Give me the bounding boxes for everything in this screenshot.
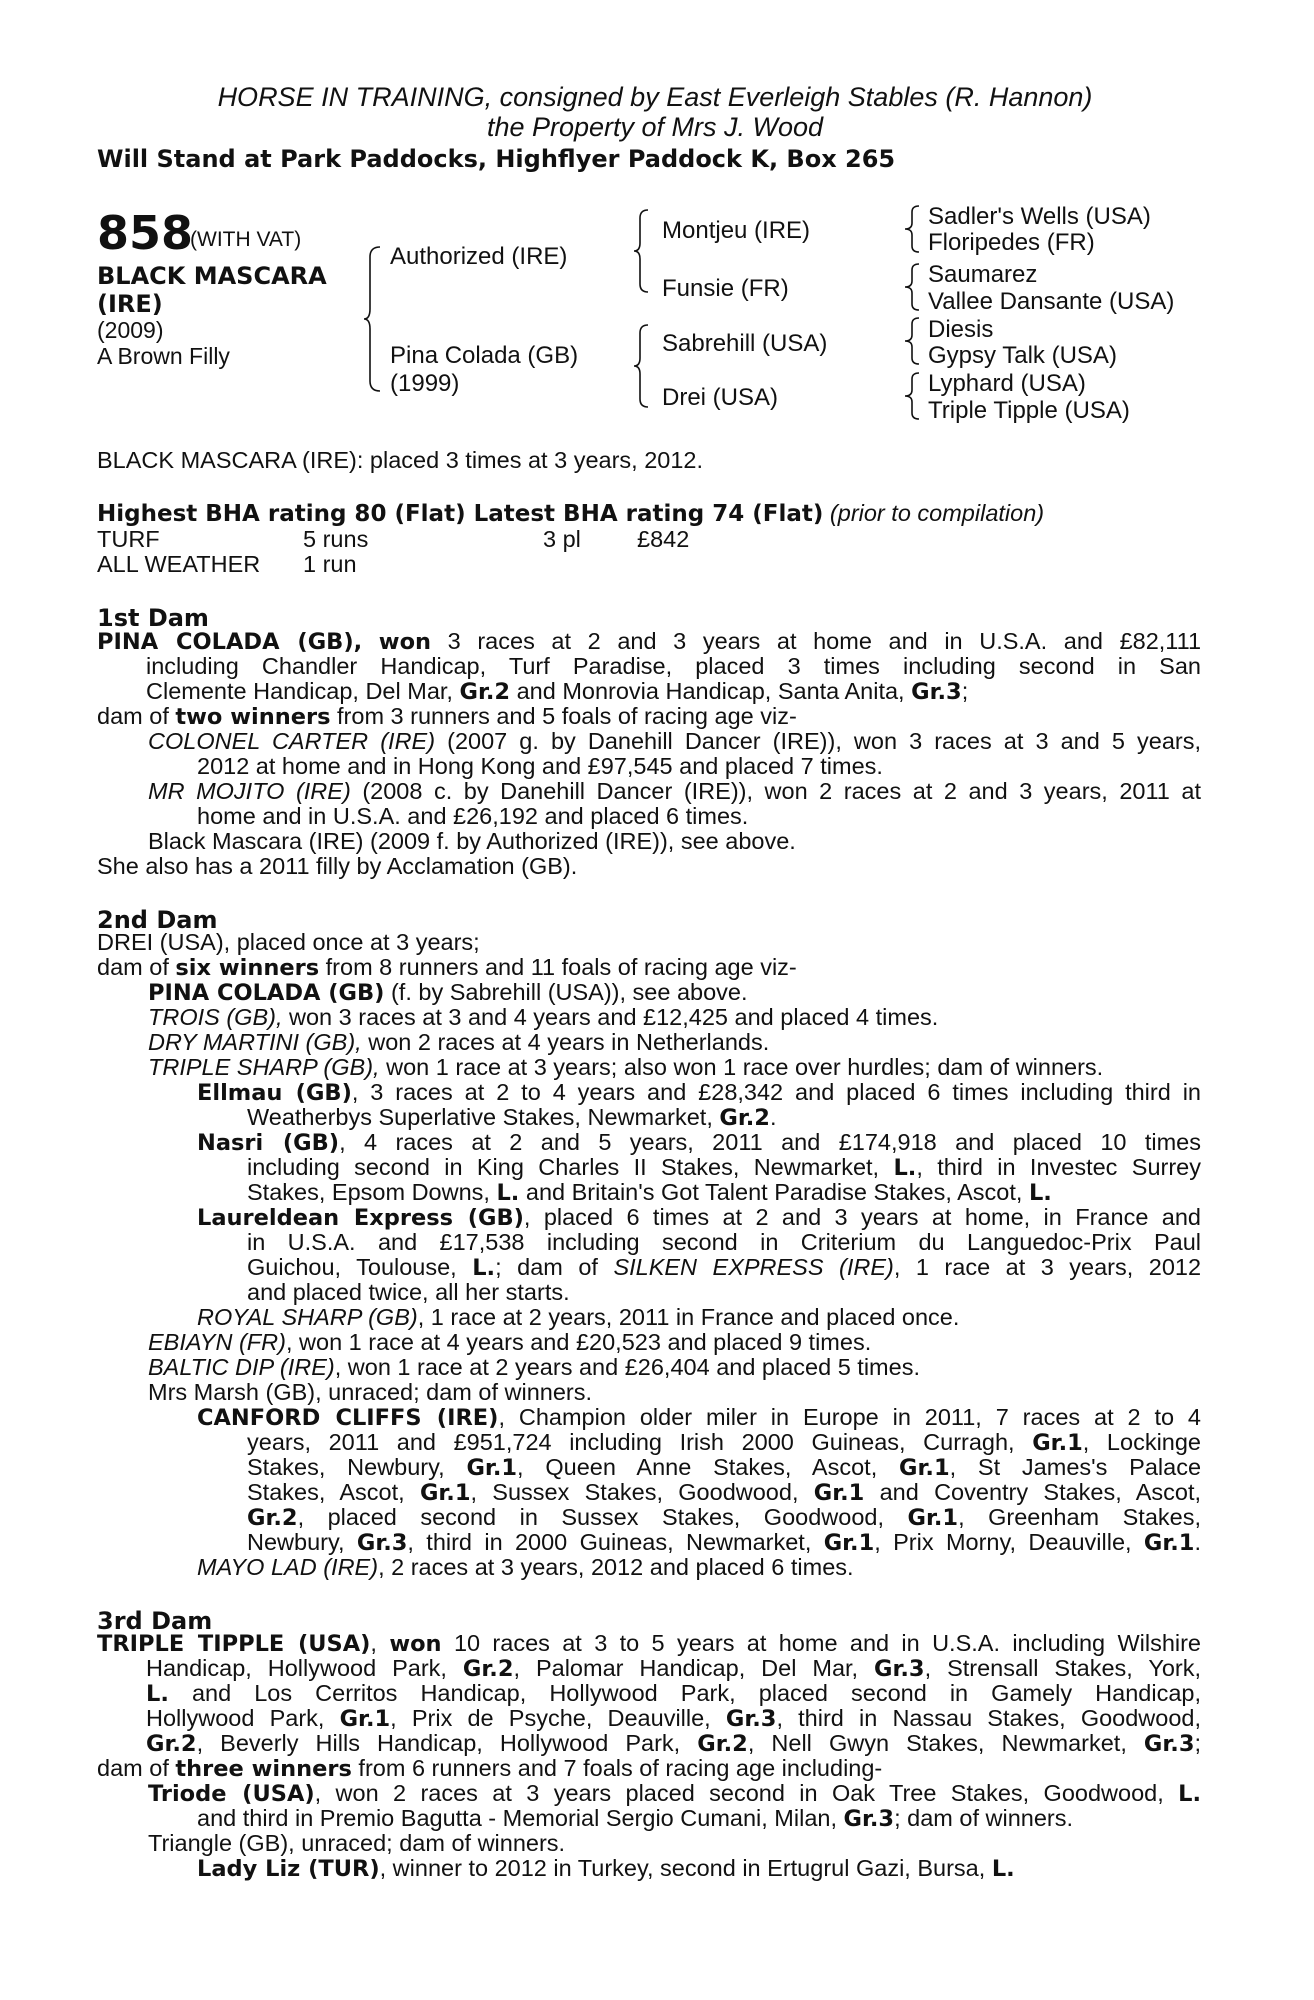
grand-produce-laureldean-cont-2: Guichou, Toulouse, L.; dam of SILKEN EXPRESS (IRE), 1 race at 3 years, 2012: [247, 1254, 1202, 1281]
grand-produce-canford-cliffs-cont-3: Stakes, Ascot, Gr.1, Sussex Stakes, Goodwood, Gr.1 and Coventry Stakes, Ascot,: [247, 1479, 1202, 1506]
produce-triple-sharp: TRIPLE SHARP (GB), won 1 race at 3 years; also won 1 race over hurdles; dam of winners.: [148, 1054, 1104, 1080]
ggp-3: Saumarez: [928, 261, 1038, 288]
produce-mr-mojito-cont: home and in U.S.A. and £26,192 and placed 6 times.: [197, 803, 749, 829]
sire: Authorized (IRE): [390, 243, 568, 270]
ggp-brace-3: [903, 316, 923, 366]
first-dam-line-3: Clemente Handicap, Del Mar, Gr.2 and Monrovia Handicap, Santa Anita, Gr.3;: [146, 678, 969, 705]
ggp-2: Floripedes (FR): [928, 229, 1095, 256]
stand-location: Will Stand at Park Paddocks, Highflyer Paddock K, Box 265: [97, 145, 896, 173]
third-dam-line-5: Gr.2, Beverly Hills Handicap, Hollywood Park, Gr.2, Nell Gwyn Stakes, Newmarket, Gr.3;: [146, 1730, 1202, 1757]
grand-produce-canford-cliffs-cont-5: Newbury, Gr.3, third in 2000 Guineas, Newmarket, Gr.1, Prix Morny, Deauville, Gr.1.: [247, 1529, 1201, 1556]
grand-produce-nasri-cont-1: including second in King Charles II Stakes, Newmarket, L., third in Investec Surrey: [247, 1154, 1201, 1181]
first-dam-produce-summary: dam of two winners from 3 runners and 5 foals of racing age viz-: [97, 703, 797, 730]
ggp-1: Sadler's Wells (USA): [928, 203, 1151, 230]
ggp-6: Gypsy Talk (USA): [928, 342, 1117, 369]
all-weather-label: ALL WEATHER: [97, 551, 261, 577]
produce-mr-mojito: MR MOJITO (IRE) (2008 c. by Danehill Dancer (IRE)), won 2 races at 2 and 3 years, 2011 at: [148, 778, 1201, 804]
ggp-8: Triple Tipple (USA): [928, 397, 1130, 424]
grand-produce-canford-cliffs-cont-4: Gr.2, placed second in Sussex Stakes, Goodwood, Gr.1, Greenham Stakes,: [247, 1504, 1201, 1531]
produce-pina-colada: PINA COLADA (GB) (f. by Sabrehill (USA)), see above.: [148, 979, 748, 1006]
third-dam-line-3: L. and Los Cerritos Handicap, Hollywood Park, placed second in Gamely Handicap,: [146, 1680, 1201, 1707]
ggp-brace-4: [903, 371, 923, 421]
dam-brace: [632, 323, 652, 409]
produce-triangle: Triangle (GB), unraced; dam of winners.: [148, 1830, 566, 1856]
race-summary: BLACK MASCARA (IRE): placed 3 times at 3 years, 2012.: [97, 447, 704, 473]
all-weather-runs: 1 run: [303, 551, 357, 577]
horse-name: BLACK MASCARA: [97, 262, 327, 290]
grand-produce-lady-liz: Lady Liz (TUR), winner to 2012 in Turkey, second in Ertugrul Gazi, Bursa, L.: [197, 1855, 1015, 1882]
grand-produce-nasri-cont-2: Stakes, Epsom Downs, L. and Britain's Got Talent Paradise Stakes, Ascot, L.: [247, 1179, 1052, 1206]
dam-dam: Drei (USA): [662, 384, 779, 411]
grand-produce-royal-sharp: ROYAL SHARP (GB), 1 race at 2 years, 2011 in France and placed once.: [197, 1304, 960, 1330]
third-dam-heading: 3rd Dam: [97, 1607, 213, 1635]
second-dam-line-1: DREI (USA), placed once at 3 years;: [97, 929, 480, 955]
grand-produce-canford-cliffs: CANFORD CLIFFS (IRE), Champion older miler in Europe in 2011, 7 races at 2 to 4: [197, 1404, 1201, 1431]
grand-produce-mayo-lad: MAYO LAD (IRE), 2 races at 3 years, 2012 and placed 6 times.: [197, 1554, 854, 1580]
ggp-4: Vallee Dansante (USA): [928, 288, 1175, 315]
third-dam-line-4: Hollywood Park, Gr.1, Prix de Psyche, Deauville, Gr.3, third in Nassau Stakes, Goodwood,: [146, 1705, 1202, 1732]
turf-placed: 3 pl: [543, 526, 581, 552]
horse-name-suffix: (IRE): [97, 290, 163, 318]
sire-brace: [632, 208, 652, 294]
turf-prize-money: £842: [637, 526, 690, 552]
grand-produce-nasri: Nasri (GB), 4 races at 2 and 5 years, 2011 and £174,918 and placed 10 times: [197, 1129, 1201, 1156]
produce-trois: TROIS (GB), won 3 races at 3 and 4 years and £12,425 and placed 4 times.: [148, 1004, 939, 1030]
grand-produce-canford-cliffs-cont-1: years, 2011 and £951,724 including Irish 2000 Guineas, Curragh, Gr.1, Lockinge: [247, 1429, 1201, 1456]
produce-dry-martini: DRY MARTINI (GB), won 2 races at 4 years in Netherlands.: [148, 1029, 770, 1055]
produce-black-mascara: Black Mascara (IRE) (2009 f. by Authorized (IRE)), see above.: [148, 828, 796, 854]
vat-note: (WITH VAT): [190, 228, 302, 251]
turf-label: TURF: [97, 526, 160, 552]
sire-dam: Funsie (FR): [662, 275, 789, 302]
grand-produce-canford-cliffs-cont-2: Stakes, Newbury, Gr.1, Queen Anne Stakes, Ascot, Gr.1, St James's Palace: [247, 1454, 1202, 1481]
horse-description: A Brown Filly: [97, 343, 230, 369]
bha-ratings: Highest BHA rating 80 (Flat) Latest BHA rating 74 (Flat) (prior to compilation): [97, 500, 1045, 527]
grand-produce-ellmau: Ellmau (GB), 3 races at 2 to 4 years and £28,342 and placed 6 times including third in: [197, 1079, 1201, 1106]
first-dam-heading: 1st Dam: [97, 604, 209, 632]
first-dam-line-1: PINA COLADA (GB), won 3 races at 2 and 3 years at home and in U.S.A. and £82,111: [97, 628, 1202, 655]
first-dam-line-2: including Chandler Handicap, Turf Paradise, placed 3 times including second in San: [146, 653, 1201, 679]
third-dam-produce-summary: dam of three winners from 6 runners and 7 foals of racing age including-: [97, 1755, 883, 1782]
grand-produce-laureldean-cont-1: in U.S.A. and £17,538 including second in Criterium du Languedoc-Prix Paul: [247, 1229, 1201, 1255]
dam: Pina Colada (GB): [390, 342, 579, 369]
produce-colonel-carter-cont: 2012 at home and in Hong Kong and £97,545 and placed 7 times.: [197, 753, 883, 779]
foaling-year: (2009): [97, 317, 164, 343]
produce-2011-filly: She also has a 2011 filly by Acclamation (GB).: [97, 853, 578, 879]
title-line-1: HORSE IN TRAINING, consigned by East Everleigh Stables (R. Hannon): [217, 82, 1093, 112]
second-dam-heading: 2nd Dam: [97, 906, 218, 934]
ggp-brace-2: [903, 262, 923, 312]
produce-baltic-dip: BALTIC DIP (IRE), won 1 race at 2 years and £26,404 and placed 5 times.: [148, 1354, 920, 1380]
dam-year: (1999): [390, 370, 460, 397]
grand-produce-laureldean-cont-3: and placed twice, all her starts.: [247, 1279, 570, 1305]
third-dam-line-1: TRIPLE TIPPLE (USA), won 10 races at 3 to 5 years at home and in U.S.A. including Wilshire: [97, 1630, 1201, 1657]
produce-colonel-carter: COLONEL CARTER (IRE) (2007 g. by Danehill Dancer (IRE)), won 3 races at 3 and 5 years,: [148, 728, 1201, 754]
produce-triode: Triode (USA), won 2 races at 3 years placed second in Oak Tree Stakes, Goodwood, L.: [148, 1780, 1201, 1807]
third-dam-line-2: Handicap, Hollywood Park, Gr.2, Palomar Handicap, Del Mar, Gr.3, Strensall Stakes, York,: [146, 1655, 1202, 1682]
grand-produce-laureldean-express: Laureldean Express (GB), placed 6 times at 2 and 3 years at home, in France and: [197, 1204, 1201, 1231]
sire-sire: Montjeu (IRE): [662, 217, 811, 244]
title-line-2: the Property of Mrs J. Wood: [486, 112, 824, 142]
grand-produce-ellmau-cont: Weatherbys Superlative Stakes, Newmarket, Gr.2.: [247, 1104, 777, 1131]
ggp-5: Diesis: [928, 316, 994, 343]
produce-ebiayn: EBIAYN (FR), won 1 race at 4 years and £20,523 and placed 9 times.: [148, 1329, 872, 1355]
dam-sire: Sabrehill (USA): [662, 330, 828, 357]
ggp-7: Lyphard (USA): [928, 370, 1086, 397]
second-dam-produce-summary: dam of six winners from 8 runners and 11 foals of racing age viz-: [97, 954, 797, 981]
produce-mrs-marsh: Mrs Marsh (GB), unraced; dam of winners.: [148, 1379, 593, 1405]
produce-triode-cont: and third in Premio Bagutta - Memorial Sergio Cumani, Milan, Gr.3; dam of winners.: [197, 1805, 1074, 1832]
ggp-brace-1: [903, 204, 923, 254]
turf-runs: 5 runs: [303, 526, 369, 552]
pedigree-main-brace: [362, 245, 386, 393]
lot-number: 858: [97, 206, 194, 260]
